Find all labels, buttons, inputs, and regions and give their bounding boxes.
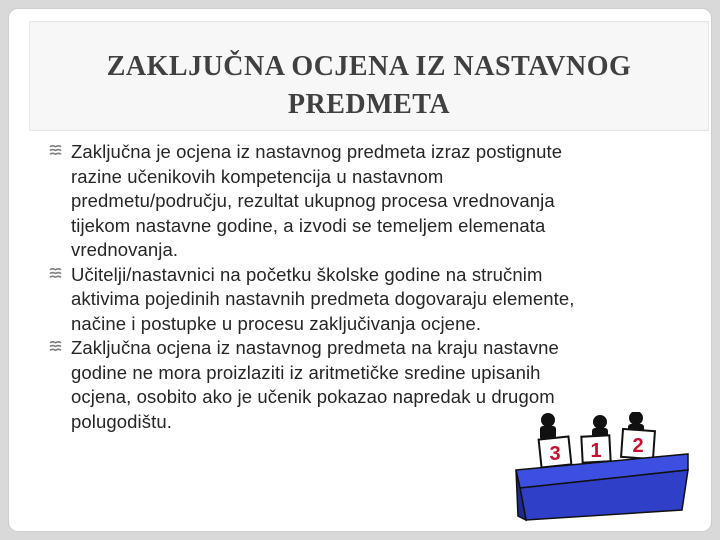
bullet-line: tijekom nastavne godine, a izvodi se temeljem elemenata (71, 214, 546, 236)
bullet-line: Učitelji/nastavnici na početku školske godine na stručnim (71, 263, 543, 285)
decorative-bullet-icon (48, 143, 63, 158)
score-card-value: 1 (590, 440, 602, 462)
bullet-line: načine i postupke u procesu zaključivanja ocjene. (71, 312, 482, 334)
bullet-line: aktivima pojedinih nastavnih predmeta dogovaraju elemente, (71, 288, 575, 309)
score-card (621, 429, 655, 459)
slide-body (46, 140, 666, 434)
bullet-line: vrednovanja. (71, 239, 179, 260)
score-card-value: 2 (632, 435, 644, 457)
bullet-item (46, 263, 666, 337)
bullet-line: Zaključna ocjena iz nastavnog predmeta na kraju nastavne (71, 337, 559, 358)
bullet-line: ocjena, osobito ako je učenik pokazao napredak u drugom (71, 386, 555, 407)
score-card (539, 437, 572, 468)
judges-panel-illustration (512, 412, 692, 524)
bullet-line: razine učenikovih kompetencija u nastavnom (71, 165, 444, 187)
slide-title-line-1: ZAKLJUČNA OCJENA IZ NASTAVNOG (106, 51, 632, 82)
bullet-line: Zaključna je ocjena iz nastavnog predmeta izraz postignute (71, 141, 563, 162)
bullet-line: polugodištu. (71, 410, 172, 432)
score-card (581, 435, 610, 462)
bullet-line: godine ne mora proizlaziti iz aritmetičke sredine upisanih (71, 361, 541, 383)
title-box (29, 21, 709, 131)
score-card-value: 3 (549, 443, 561, 465)
slide-title-line-2: PREDMETA (287, 89, 451, 120)
slide-title (30, 48, 708, 124)
bullet-item (46, 140, 666, 263)
decorative-bullet-icon (48, 266, 63, 281)
decorative-bullet-icon (48, 339, 63, 354)
bullet-line: predmetu/području, rezultat ukupnog procesa vrednovanja (71, 190, 555, 211)
judge-figure (540, 413, 556, 440)
